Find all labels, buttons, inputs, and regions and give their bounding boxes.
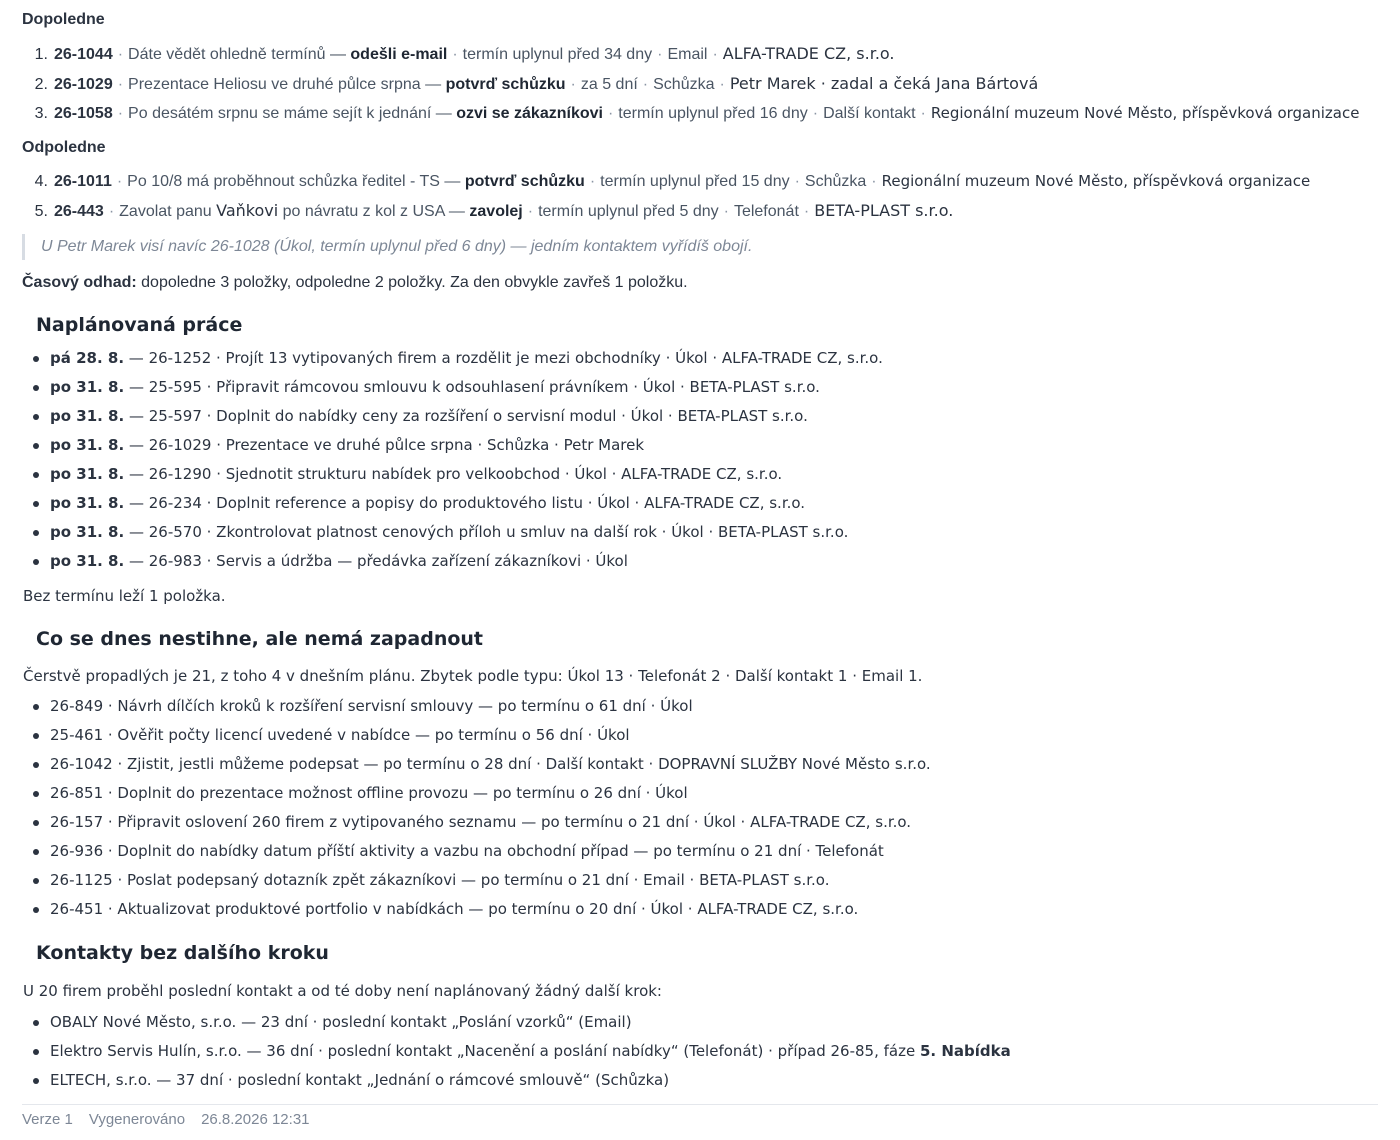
list-item [22,489,1378,518]
item-text-rest: po návratu z kol z USA — [282,203,465,220]
list-item: 26-936 · Doplnit do nabídky datum příští aktivity a vazbu na obchodní případ — po termínu o 21 dní · Telefonát [22,837,1378,866]
item-due: termín uplynul před 16 dny [618,105,808,122]
list-item: 26-849 · Návrh dílčích kroků k rozšíření servisní smlouvy — po termínu o 61 dní · Úkol [22,692,1378,721]
list-item [22,1037,1378,1066]
item-date: po 31. 8. [50,523,125,541]
overdue-list [22,692,1378,924]
list-item [22,344,1378,373]
item-code[interactable]: 26-1011 [54,173,112,190]
item-due: termín uplynul před 15 dny [600,173,790,190]
overdue-heading: Co se dnes nestihne, ale nemá zapadnout [36,628,484,650]
contacts-list [22,1008,1378,1095]
item-text: — 26-1029 · Prezentace ve druhé půlce srpna · Schůzka · Petr Marek [128,436,645,454]
item-action: zavolej [469,203,523,220]
item-type: Další kontakt [823,105,916,122]
item-date: po 31. 8. [50,465,125,483]
planned-list [22,344,1378,576]
item-due: termín uplynul před 5 dny [538,203,719,220]
item-date: po 31. 8. [50,436,125,454]
item-code[interactable]: 26-1029 [54,76,113,93]
item-number: 5. [34,203,48,220]
item-type: Schůzka [804,173,867,190]
estimate-label: Časový odhad: [22,274,137,291]
item-text: Po desátém srpnu se máme sejít k jednání — [128,105,452,122]
item-type: Schůzka [653,76,715,93]
item-code[interactable]: 26-443 [54,203,104,220]
list-item: 25-461 · Ověřit počty licencí uvedené v nabídce — po termínu o 56 dní · Úkol [22,721,1378,750]
afternoon-list [22,167,1378,226]
item-due: termín uplynul před 34 dny [462,46,653,63]
version-label: Verze 1 [22,1111,73,1128]
item-text: — 26-570 · Zkontrolovat platnost cenových příloh u smluv na další rok · Úkol · BETA-PLAST s.r.o. [128,523,849,541]
note-callout: U Petr Marek visí navíc 26-1028 (Úkol, termín uplynul před 6 dny) — jedním kontaktem vyřídíš obojí. [22,234,1378,260]
estimate-text: dopoledne 3 položky, odpoledne 2 položky. Za den obvykle zavřeš 1 položku. [141,274,688,291]
plan-item: 2. 26-1029 · Prezentace Heliosu ve druhé půlce srpna — potvrď schůzku · za 5 dní · Schůzka · Petr Marek · zadal a čeká Jana Bártová [22,69,1378,99]
morning-heading: Dopoledne [22,11,105,28]
plan-item: 3. 26-1058 · Po desátém srpnu se máme sejít k jednání — ozvi se zákazníkovi · termín uplynul před 16 dny · Další kontakt · Regionální muzeum Nové Město, příspěvková organizace [22,99,1378,128]
item-due: za 5 dní [580,76,638,93]
overdue-intro: Čerstvě propadlých je 21, z toho 4 v dnešním plánu. Zbytek podle typu: Úkol 13 · Telefonát 2 · Další kontakt 1 · Email 1. [23,667,923,685]
item-code[interactable]: 26-1058 [54,105,113,122]
item-text: — 26-1252 · Projít 13 vytipovaných firem a rozdělit je mezi obchodníky · Úkol · ALFA-TRADE CZ, s.r.o. [128,349,883,367]
list-item [22,460,1378,489]
list-item [22,431,1378,460]
list-item [22,518,1378,547]
page-footer [22,1104,1378,1128]
item-date: po 31. 8. [50,494,125,512]
item-entity: Petr Marek · zadal a čeká Jana Bártová [729,74,1039,93]
afternoon-heading: Odpoledne [22,139,106,156]
item-entity: Regionální muzeum Nové Město, příspěvková organizace [881,172,1311,190]
list-item [22,547,1378,576]
undated-count: Bez termínu leží 1 položka. [23,587,226,605]
item-action: ozvi se zákazníkovi [456,105,603,122]
item-number: 1. [34,46,48,63]
item-type: Telefonát [733,203,799,220]
item-text: — 25-597 · Doplnit do nabídky ceny za rozšíření o servisní modul · Úkol · BETA-PLAST s.r.o. [128,407,808,425]
list-item [22,1008,1378,1037]
item-text: — 25-595 · Připravit rámcovou smlouvu k odsouhlasení právníkem · Úkol · BETA-PLAST s.r.o. [128,378,820,396]
item-date: pá 28. 8. [50,349,125,367]
list-item: 26-851 · Doplnit do prezentace možnost offline provozu — po termínu o 26 dní · Úkol [22,779,1378,808]
contact-text: ELTECH, s.r.o. — 37 dní · poslední kontakt „Jednání o rámcové smlouvě“ (Schůzka) [50,1071,670,1089]
item-date: po 31. 8. [50,407,125,425]
item-action: odešli e-mail [350,46,448,63]
generated-label: Vygenerováno [88,1111,186,1128]
time-estimate [22,272,1378,294]
list-item: 26-1042 · Zjistit, jestli můžeme podepsat — po termínu o 28 dní · Další kontakt · DOPRAVNÍ SLUŽBY Nové Město s.r.o. [22,750,1378,779]
contact-text: Elektro Servis Hulín, s.r.o. — 36 dní · poslední kontakt „Nacenění a poslání nabídky“ (Telefonát) · případ 26-85, fáze [50,1042,916,1060]
list-item: 26-451 · Aktualizovat produktové portfolio v nabídkách — po termínu o 20 dní · Úkol · ALFA-TRADE CZ, s.r.o. [22,895,1378,924]
list-item [22,402,1378,431]
item-text: — 26-1290 · Sjednotit strukturu nabídek pro velkoobchod · Úkol · ALFA-TRADE CZ, s.r.o. [128,465,783,483]
plan-item: 1. 26-1044 · Dáte vědět ohledně termínů — odešli e-mail · termín uplynul před 34 dny · Email · ALFA-TRADE CZ, s.r.o. [22,39,1378,69]
item-code[interactable]: 26-1044 [54,46,113,63]
item-action: potvrď schůzku [445,76,566,93]
item-number: 3. [34,105,48,122]
item-number: 2. [34,76,48,93]
item-text: Prezentace Heliosu ve druhé půlce srpna — [128,76,442,93]
item-type: Email [667,46,708,63]
item-date: po 31. 8. [50,552,125,570]
contacts-intro: U 20 firem proběhl poslední kontakt a od té doby není naplánovaný žádný další krok: [23,982,662,1000]
item-action: potvrď schůzku [464,173,585,190]
item-number: 4. [34,173,48,190]
generated-timestamp: 26.8.2026 12:31 [201,1111,310,1128]
item-date: po 31. 8. [50,378,125,396]
plan-item: 4. 26-1011 · Po 10/8 má proběhnout schůzka ředitel - TS — potvrď schůzku · termín uplynul před 15 dny · Schůzka · Regionální muzeum Nové Město, příspěvková organizace [22,167,1378,196]
item-entity: BETA-PLAST s.r.o. [814,201,954,220]
item-text: — 26-983 · Servis a údržba — předávka zařízení zákazníkovi · Úkol [128,552,628,570]
list-item [22,373,1378,402]
morning-list [22,39,1378,128]
item-person-name: Vaňkovi [216,201,279,220]
item-text: Dáte vědět ohledně termínů — [128,46,346,63]
item-text: Po 10/8 má proběhnout schůzka ředitel - TS — [127,173,461,190]
list-item: 26-157 · Připravit oslovení 260 firem z vytipovaného seznamu — po termínu o 21 dní · Úkol · ALFA-TRADE CZ, s.r.o. [22,808,1378,837]
contact-phase: 5. Nabídka [919,1042,1011,1060]
item-entity: ALFA-TRADE CZ, s.r.o. [722,44,895,63]
item-text: — 26-234 · Doplnit reference a popisy do produktového listu · Úkol · ALFA-TRADE CZ, s.r.o. [128,494,806,512]
list-item: 26-1125 · Poslat podepsaný dotazník zpět zákazníkovi — po termínu o 21 dní · Email · BETA-PLAST s.r.o. [22,866,1378,895]
item-text: Zavolat panu [119,203,212,220]
planned-heading: Naplánovaná práce [36,314,243,336]
list-item [22,1066,1378,1095]
plan-item: 5. 26-443 · Zavolat panu Vaňkovi po návratu z kol z USA — zavolej · termín uplynul před 5 dny · Telefonát · BETA-PLAST s.r.o. [22,196,1378,226]
item-entity: Regionální muzeum Nové Město, příspěvková organizace [930,104,1360,122]
contacts-heading: Kontakty bez dalšího kroku [36,942,329,964]
contact-text: OBALY Nové Město, s.r.o. — 23 dní · poslední kontakt „Poslání vzorků“ (Email) [50,1013,632,1031]
